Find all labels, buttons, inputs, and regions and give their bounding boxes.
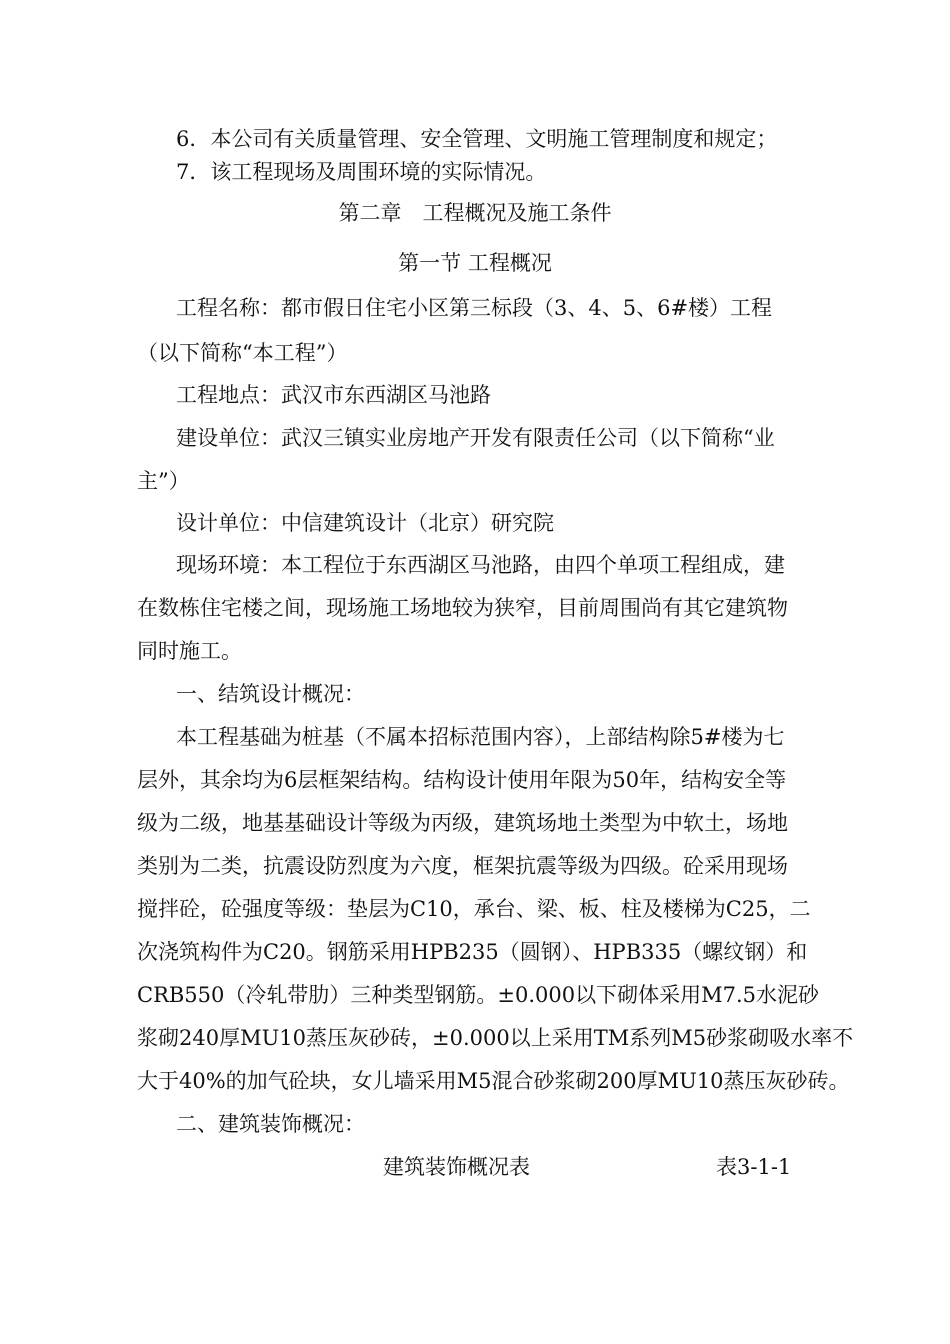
structure-heading: 一、结筑设计概况： [176,682,365,706]
list-item-7: 7．该工程现场及周围环境的实际情况。 [176,160,547,184]
site-env-line-2: 在数栋住宅楼之间，现场施工场地较为狭窄，目前周围尚有其它建筑物 [137,596,788,620]
structure-line: 大于40%的加气砼块，女儿墙采用M5混合砂浆砌200厚MU10蒸压灰砂砖。 [137,1069,850,1093]
structure-line: 搅拌砼，砼强度等级：垫层为C10，承台、梁、板、柱及楼梯为C25，二 [137,897,811,921]
project-location: 工程地点：武汉市东西湖区马池路 [176,383,491,407]
decoration-heading: 二、建筑装饰概况： [176,1112,365,1136]
designer: 设计单位：中信建筑设计（北京）研究院 [176,511,554,535]
owner-line-1: 建设单位：武汉三镇实业房地产开发有限责任公司（以下简称“业 [176,426,775,450]
table-caption: 建筑装饰概况表 [383,1155,530,1179]
structure-line: 次浇筑构件为C20。钢筋采用HPB235（圆钢）、HPB335（螺纹钢）和 [137,940,808,964]
site-env-line-1: 现场环境：本工程位于东西湖区马池路，由四个单项工程组成，建 [176,553,785,577]
table-number: 表3-1-1 [716,1155,792,1179]
list-item-6: 6．本公司有关质量管理、安全管理、文明施工管理制度和规定； [176,127,778,151]
structure-line: 类别为二类，抗震设防烈度为六度，框架抗震等级为四级。砼采用现场 [137,854,788,878]
site-env-line-3: 同时施工。 [137,639,242,663]
owner-line-2: 主”） [137,469,190,493]
project-name-line-2: （以下简称“本工程”） [137,341,348,365]
structure-line: 浆砌240厚MU10蒸压灰砂砖，±0.000以上采用TM系列M5砂浆砌吸水率不 [137,1026,854,1050]
structure-line: 层外，其余均为6层框架结构。结构设计使用年限为50年，结构安全等 [137,768,787,792]
chapter-title: 第二章 工程概况及施工条件 [338,201,612,225]
structure-line: CRB550（冷轧带肋）三种类型钢筋。±0.000以下砌体采用M7.5水泥砂 [137,983,820,1007]
project-name-line-1: 工程名称：都市假日住宅小区第三标段（3、4、5、6#楼）工程 [176,296,773,320]
structure-line: 本工程基础为桩基（不属本招标范围内容），上部结构除5#楼为七 [176,725,785,749]
structure-line: 级为二级，地基基础设计等级为丙级，建筑场地土类型为中软土，场地 [137,811,788,835]
section-title: 第一节 工程概况 [398,251,552,275]
